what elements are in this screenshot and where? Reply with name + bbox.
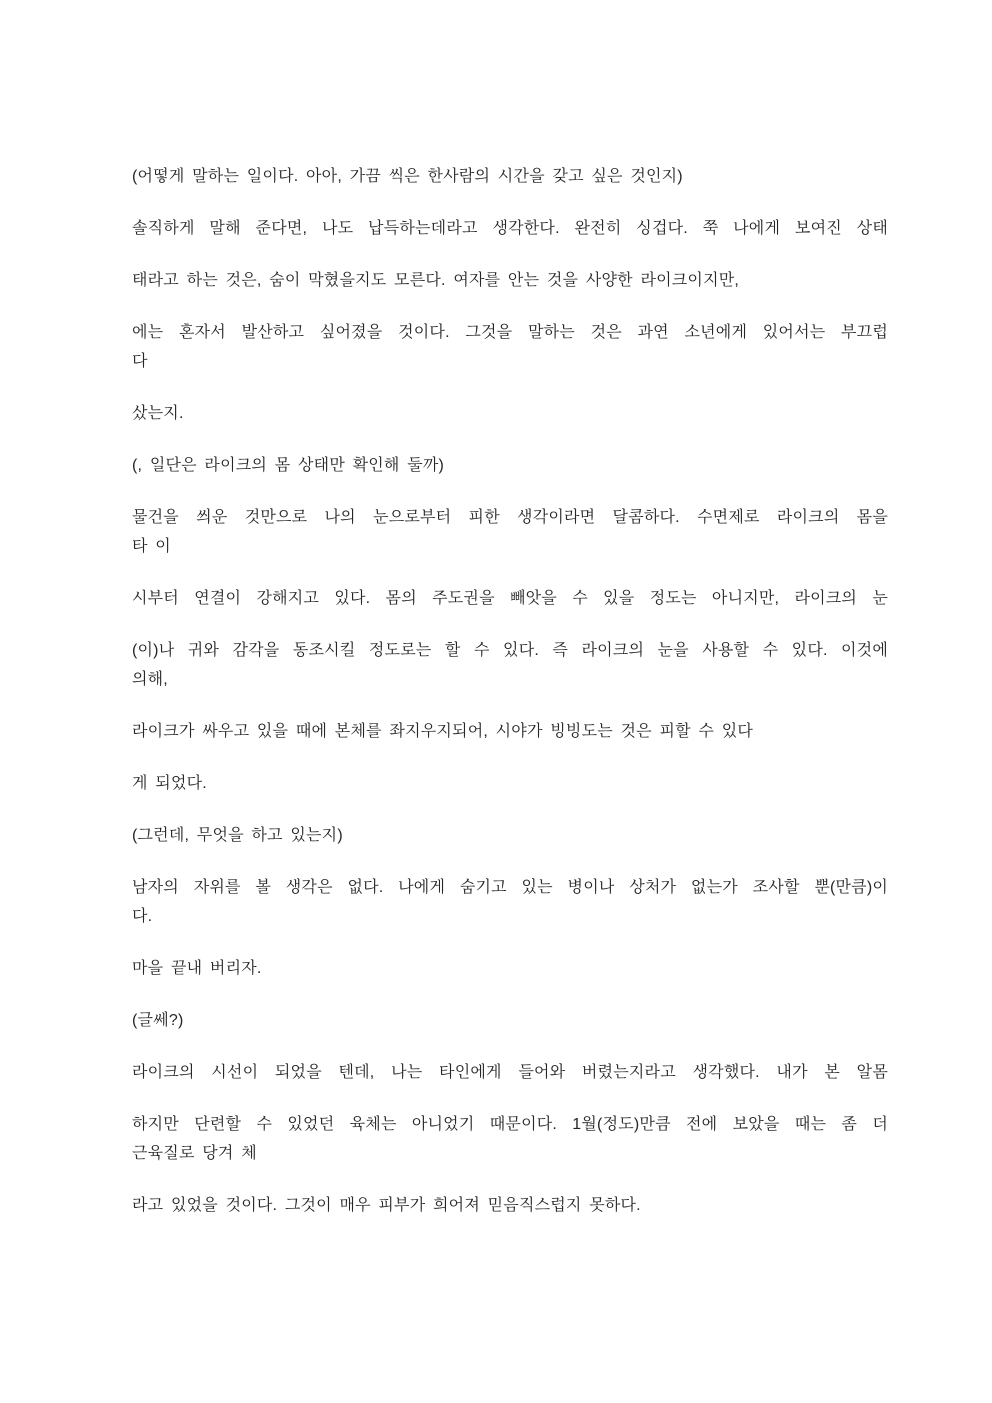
text-line: 샀는지.	[132, 405, 184, 422]
text-line: 하지만 단련할 수 있었던 육체는 아니었기 때문이다. 1월(정도)만큼 전에 보았을 때는 좀 더	[132, 1116, 888, 1133]
text-line: (, 일단은 라이크의 몸 상태만 확인해 둘까)	[132, 457, 445, 474]
text-line: 시부터 연결이 강해지고 있다. 몸의 주도권을 빼앗을 수 있을 정도는 아니지만, 라이크의 눈	[132, 590, 888, 607]
paragraph	[132, 636, 888, 694]
paragraph	[132, 162, 888, 191]
text-line: (그런데, 무엇을 하고 있는지)	[132, 827, 343, 844]
text-line: 솔직하게 말해 준다면, 나도 납득하는데라고 생각한다. 완전히 싱겁다. 쭉 나에게 보여진 상태	[132, 220, 888, 237]
paragraph	[132, 769, 888, 798]
paragraph	[132, 214, 888, 243]
paragraph	[132, 954, 888, 983]
text-line-continued: 근육질로 당겨 체	[132, 1145, 257, 1162]
paragraph	[132, 1110, 888, 1168]
paragraph	[132, 873, 888, 931]
paragraph	[132, 266, 888, 295]
text-line: 라이크가 싸우고 있을 때에 본체를 좌지우지되어, 시야가 빙빙도는 것은 피할 수 있다	[132, 723, 754, 740]
paragraph	[132, 1191, 888, 1220]
paragraph	[132, 503, 888, 561]
paragraph	[132, 584, 888, 613]
text-line-continued: 다.	[132, 908, 153, 925]
paragraph	[132, 318, 888, 376]
text-line: 물건을 씌운 것만으로 나의 눈으로부터 피한 생각이라면 달콤하다. 수면제로 라이크의 몸을	[132, 509, 888, 526]
text-line-continued: 타 이	[132, 538, 171, 555]
paragraph	[132, 717, 888, 746]
text-line: 게 되었다.	[132, 775, 207, 792]
text-line-continued: 다	[132, 353, 148, 370]
paragraph	[132, 399, 888, 428]
paragraph	[132, 821, 888, 850]
text-line: 라고 있었을 것이다. 그것이 매우 피부가 희어져 믿음직스럽지 못하다.	[132, 1197, 641, 1214]
paragraph	[132, 1058, 888, 1087]
text-line: (글쎄?)	[132, 1012, 184, 1029]
paragraph	[132, 451, 888, 480]
text-line: (이)나 귀와 감각을 동조시킬 정도로는 할 수 있다. 즉 라이크의 눈을 사용할 수 있다. 이것에	[132, 642, 888, 659]
text-line: 마을 끝내 버리자.	[132, 960, 262, 977]
text-line: 에는 혼자서 발산하고 싶어졌을 것이다. 그것을 말하는 것은 과연 소년에게 있어서는 부끄럽	[132, 324, 888, 341]
text-line: 라이크의 시선이 되었을 텐데, 나는 타인에게 들어와 버렸는지라고 생각했다. 내가 본 알몸	[132, 1064, 888, 1081]
text-line: (어떻게 말하는 일이다. 아아, 가끔 씩은 한사람의 시간을 갖고 싶은 것인지)	[132, 168, 683, 185]
paragraph	[132, 1006, 888, 1035]
text-line: 남자의 자위를 볼 생각은 없다. 나에게 숨기고 있는 병이나 상처가 없는가 조사할 뿐(만큼)이	[132, 879, 888, 896]
text-line-continued: 의해,	[132, 671, 168, 688]
text-line: 태라고 하는 것은, 숨이 막혔을지도 모른다. 여자를 안는 것을 사양한 라이크이지만,	[132, 272, 740, 289]
